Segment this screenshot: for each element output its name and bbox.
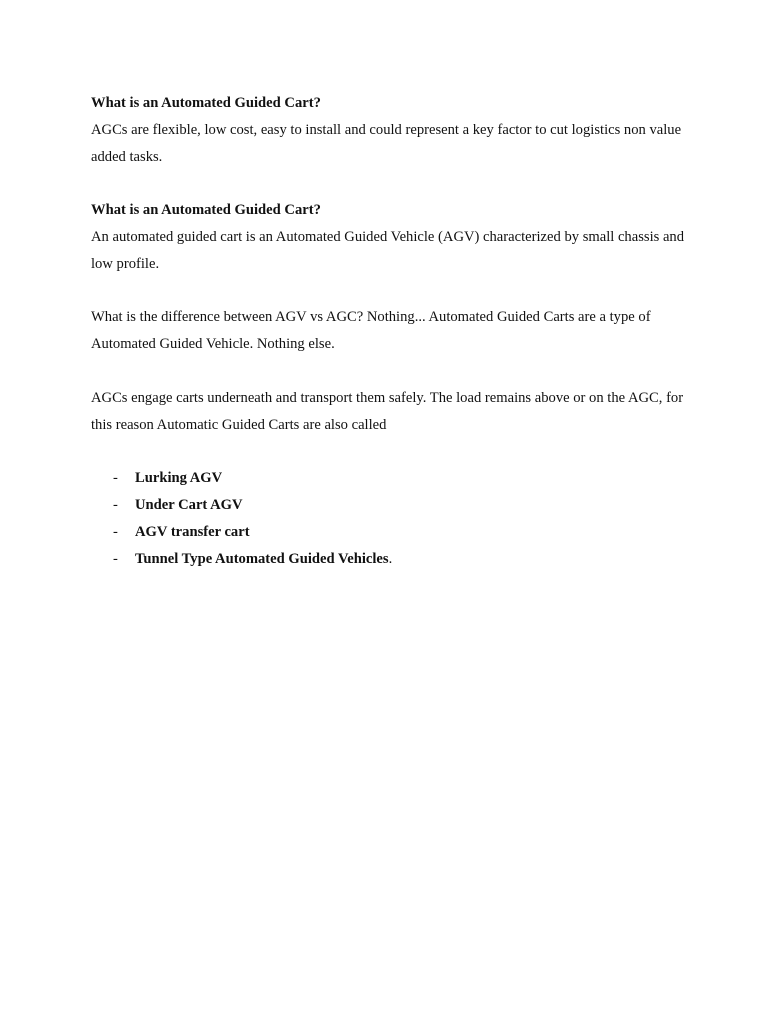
bullet-marker: - <box>113 496 118 513</box>
section-1-body: AGCs are flexible, low cost, easy to install and could represent a key factor to cut logistics non value added tasks. <box>91 121 682 165</box>
spacer <box>91 278 691 305</box>
bullet-marker: - <box>113 470 118 487</box>
list-item-term: AGV transfer cart <box>135 523 250 540</box>
difference-paragraph: What is the difference between AGV vs AGC? Nothing... Automated Guided Carts are a type of Automated Guided Vehicle. Nothing else. <box>91 309 651 353</box>
spacer <box>91 438 691 465</box>
list-item-term: Under Cart AGV <box>135 496 243 513</box>
engage-paragraph: AGCs engage carts underneath and transport them safely. The load remains above or on the AGC, for this reason Automatic Guided Carts are also called <box>91 389 684 433</box>
bullet-marker: - <box>113 550 118 567</box>
section-2-heading: What is an Automated Guided Cart? <box>91 202 321 219</box>
spacer <box>91 358 691 385</box>
list-item <box>91 492 691 519</box>
list-item <box>91 519 691 546</box>
list-item <box>91 546 691 573</box>
section-1-heading: What is an Automated Guided Cart? <box>91 95 321 111</box>
section-2-body: An automated guided cart is an Automated Guided Vehicle (AGV) characterized by small chassis and low profile. <box>91 228 685 272</box>
document-page <box>91 90 691 572</box>
list-item-term: Lurking AGV <box>135 470 223 487</box>
bullet-marker: - <box>113 523 118 540</box>
list-item <box>91 465 691 492</box>
list-item-suffix: . <box>388 550 393 567</box>
spacer <box>91 170 691 197</box>
alias-list <box>91 465 691 572</box>
list-item-term: Tunnel Type Automated Guided Vehicles <box>135 550 389 567</box>
